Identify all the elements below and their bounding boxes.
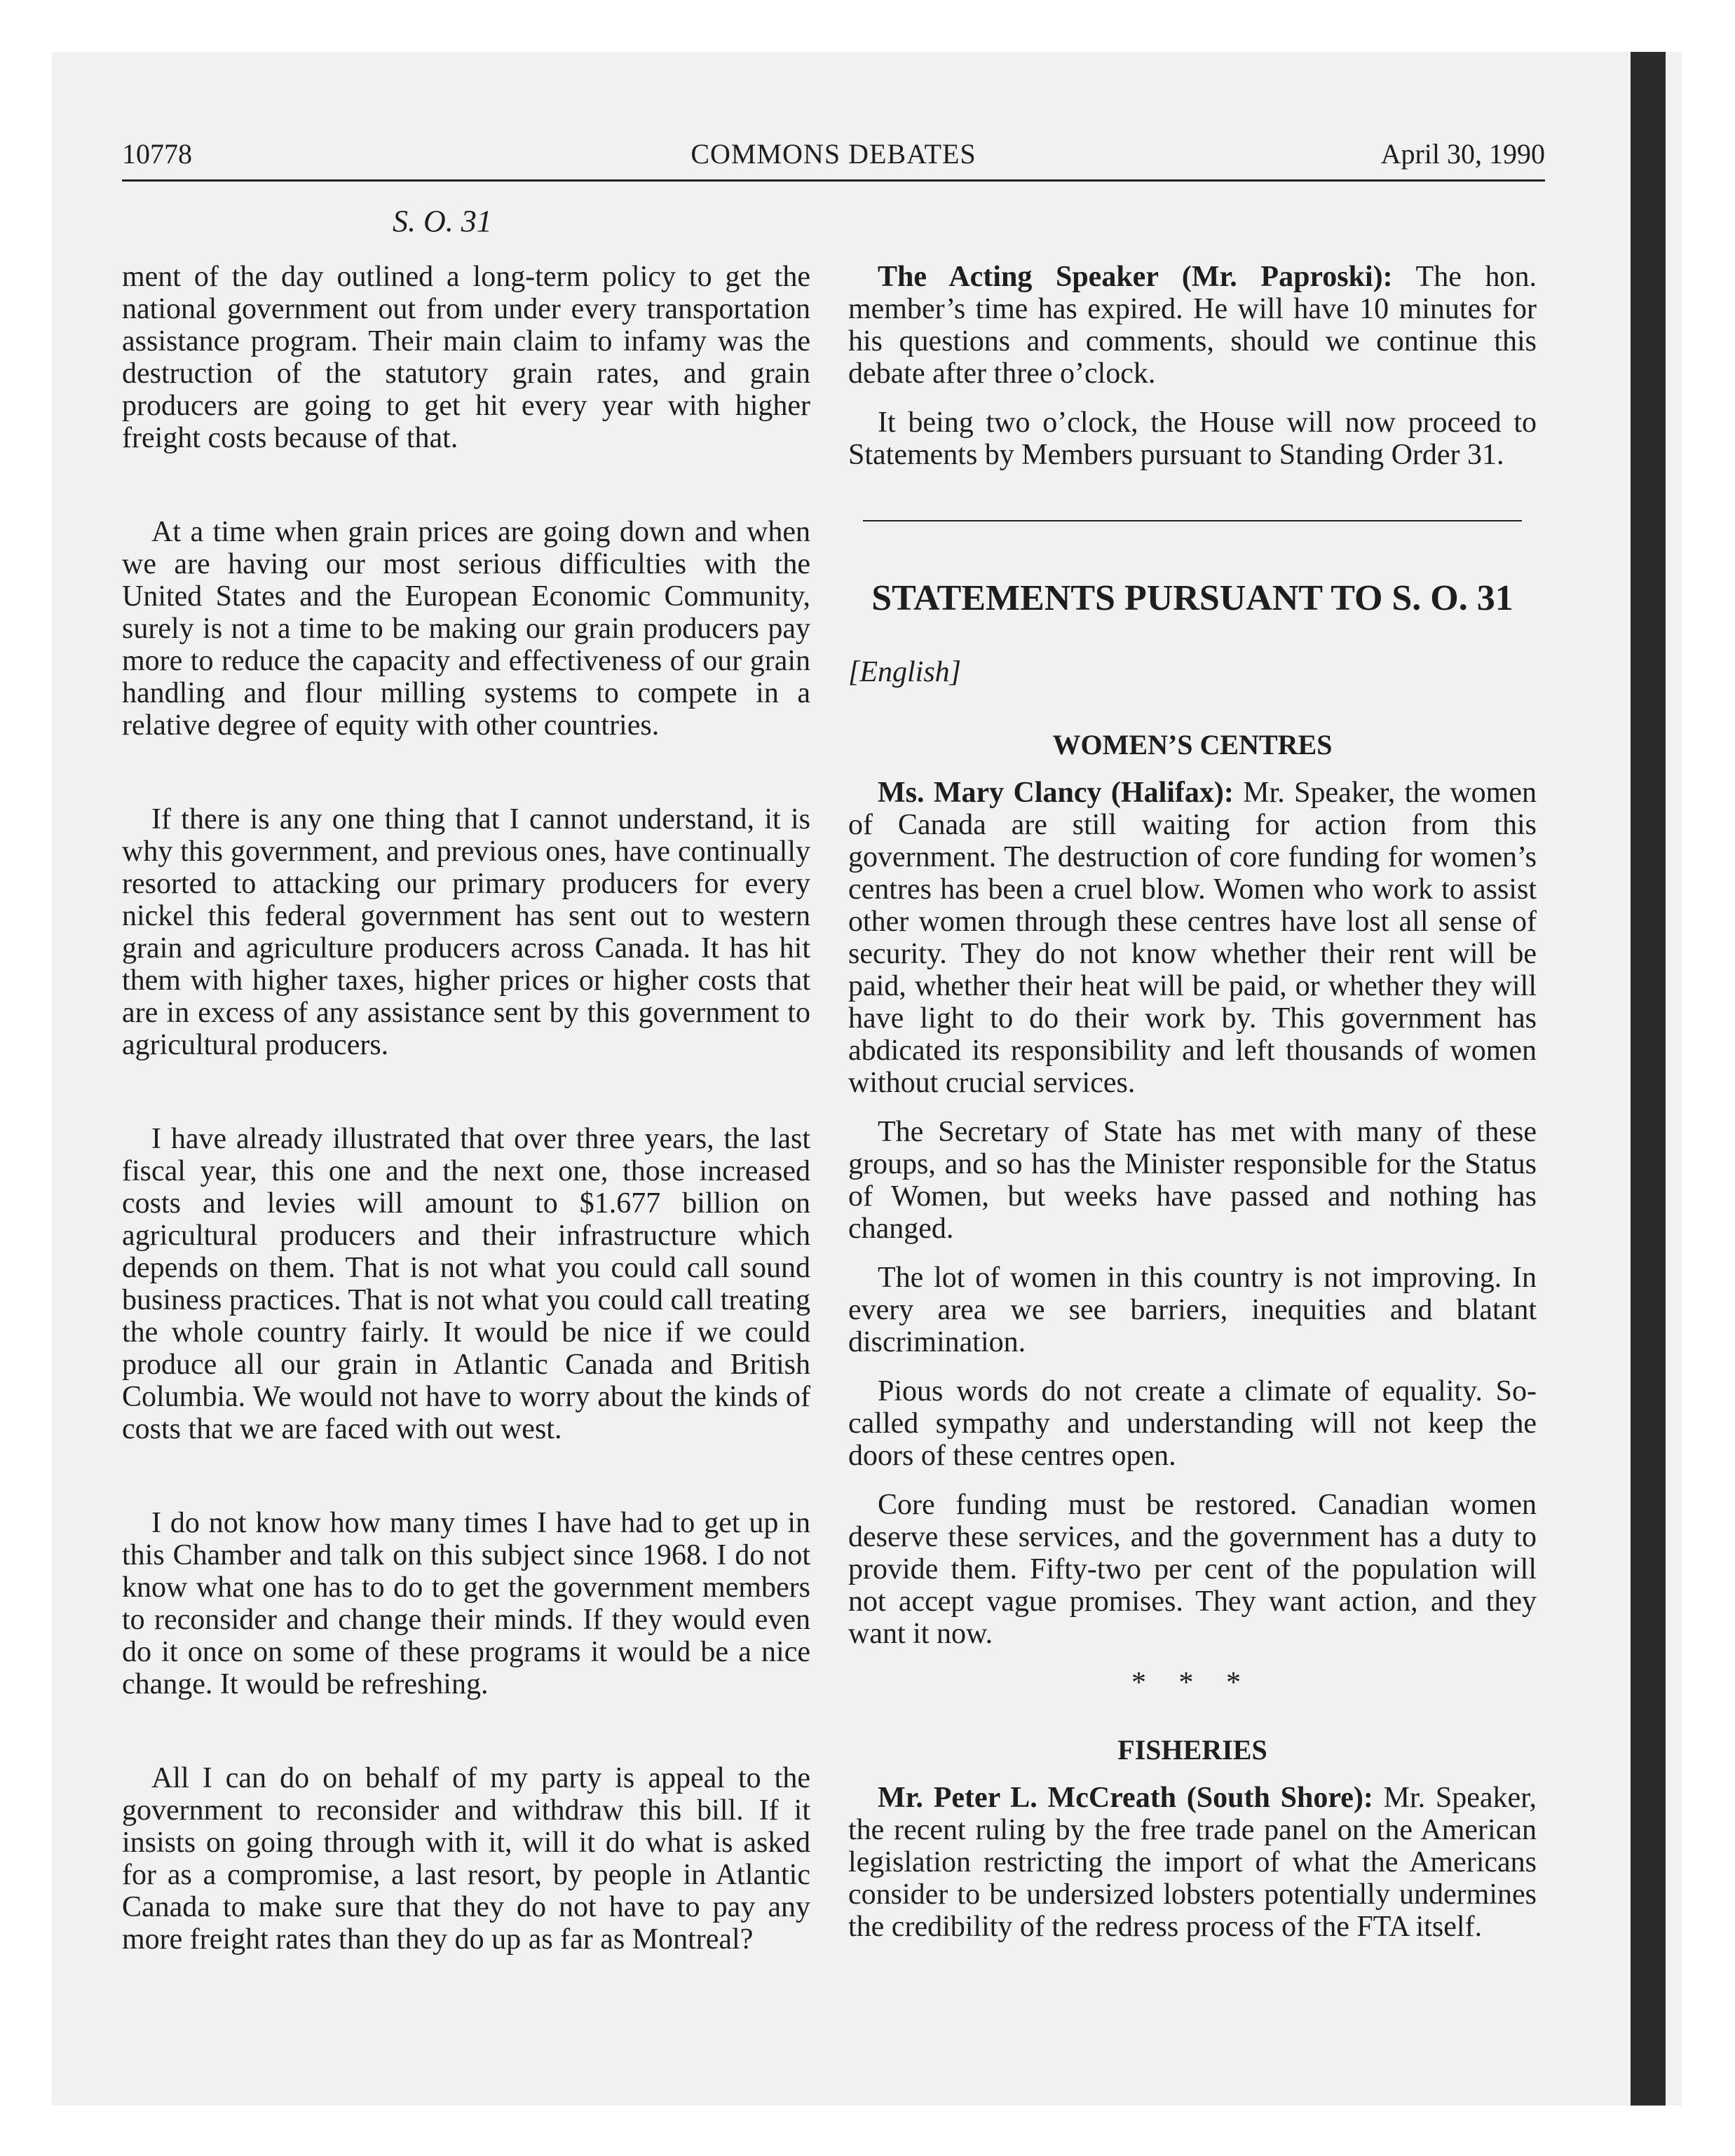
- scan-edge-shadow: [1631, 52, 1666, 2106]
- speaker-paragraph: [848, 777, 1537, 1099]
- header-rule: [122, 179, 1545, 182]
- subheading-fisheries: FISHERIES: [1117, 1734, 1267, 1766]
- issue-date: April 30, 1990: [1380, 138, 1545, 170]
- speaker-name: The Acting Speaker (Mr. Paproski):: [878, 261, 1393, 293]
- paragraph: I do not know how many times I have had to get up in this Chamber and talk on this subject since 1968. I do not know what one has to do to get the government members to reconsider and change their minds. If they would even do it once on some of these programs it would be a nice change. It would be refreshing.: [122, 1507, 810, 1700]
- paragraph: Core funding must be restored. Canadian women deserve these services, and the government has a duty to provide them. Fifty-two per cent of the population will not accept vague promises. They want action, and they want it now.: [848, 1489, 1537, 1650]
- running-head: S. O. 31: [393, 204, 492, 238]
- speaker-paragraph: [848, 1782, 1537, 1943]
- speaker-name: Ms. Mary Clancy (Halifax):: [878, 777, 1234, 809]
- section-title: STATEMENTS PURSUANT TO S. O. 31: [871, 578, 1513, 618]
- separator-stars: * * *: [1131, 1667, 1253, 1699]
- paragraph: ment of the day outlined a long-term policy to get the national government out from under every transportation assistance program. Their main claim to infamy was the destruction of the statutory grain rates, and grain producers are going to get hit every year with higher freight costs because of that.: [122, 261, 810, 454]
- speech-text: The hon. member’s time has expired. He will have 10 minutes for his questions and comments, should we continue this debate after three o’clock.: [848, 261, 1537, 390]
- speech-text: Mr. Speaker, the women of Canada are still waiting for action from this government. The destruction of core funding for women’s centres has been a cruel blow. Women who work to assist other women through these centres have lost all sense of security. They do not know whether their rent will be paid, whether their heat will be paid, or whether they will have light to do their work by. This government has abdicated its responsibility and left thousands of women without crucial services.: [848, 777, 1537, 1099]
- journal-title: COMMONS DEBATES: [690, 138, 977, 170]
- speech-text: Mr. Speaker, the recent ruling by the free trade panel on the American legislation restricting the import of what the Americans consider to be undersized lobsters potentially undermines the credibility of the redress process of the FTA itself.: [848, 1782, 1537, 1943]
- paragraph: The Secretary of State has met with many of these groups, and so has the Minister responsible for the Status of Women, but weeks have passed and nothing has changed.: [848, 1116, 1537, 1245]
- paragraph: The lot of women in this country is not improving. In every area we see barriers, inequities and blatant discrimination.: [848, 1262, 1537, 1358]
- paragraph: If there is any one thing that I cannot understand, it is why this government, and previous ones, have continually resorted to attacking our primary producers for every nickel this federal government has sent out to western grain and agriculture producers across Canada. It has hit them with higher taxes, higher prices or higher costs that are in excess of any assistance sent by this government to agricultural producers.: [122, 803, 810, 1061]
- page-header: [122, 137, 1545, 179]
- speaker-name: Mr. Peter L. McCreath (South Shore):: [878, 1782, 1373, 1814]
- section-divider: [863, 520, 1522, 521]
- paragraph: I have already illustrated that over three years, the last fiscal year, this one and the next one, those increased costs and levies will amount to $1.677 billion on agricultural producers and their infrastructure which depends on them. That is not what you could call sound business practices. That is not what you could call treating the whole country fairly. It would be nice if we could produce all our grain in Atlantic Canada and British Columbia. We would not have to worry about the kinds of costs that we are faced with out west.: [122, 1123, 810, 1445]
- paragraph: All I can do on behalf of my party is appeal to the government to reconsider and withdraw this bill. If it insists on going through with it, will it do what is asked for as a compromise, a last resort, by people in Atlantic Canada to make sure that they do not have to pay any more freight rates than they do up as far as Montreal?: [122, 1762, 810, 1956]
- language-tag: [English]: [848, 656, 962, 688]
- paragraph: It being two o’clock, the House will now proceed to Statements by Members pursuant to Standing Order 31.: [848, 407, 1537, 471]
- right-column: [848, 261, 1537, 1960]
- paragraph: At a time when grain prices are going down and when we are having our most serious difficulties with the United States and the European Economic Community, surely is not a time to be making our grain producers pay more to reduce the capacity and effectiveness of our grain handling and flour milling systems to compete in a relative degree of equity with other countries.: [122, 516, 810, 742]
- speaker-paragraph: [848, 261, 1537, 390]
- paragraph: Pious words do not create a climate of equality. So-called sympathy and understanding will not keep the doors of these centres open.: [848, 1375, 1537, 1472]
- left-column: [122, 261, 810, 1956]
- page-number: 10778: [122, 138, 192, 170]
- subheading-womens-centres: WOMEN’S CENTRES: [1052, 729, 1333, 760]
